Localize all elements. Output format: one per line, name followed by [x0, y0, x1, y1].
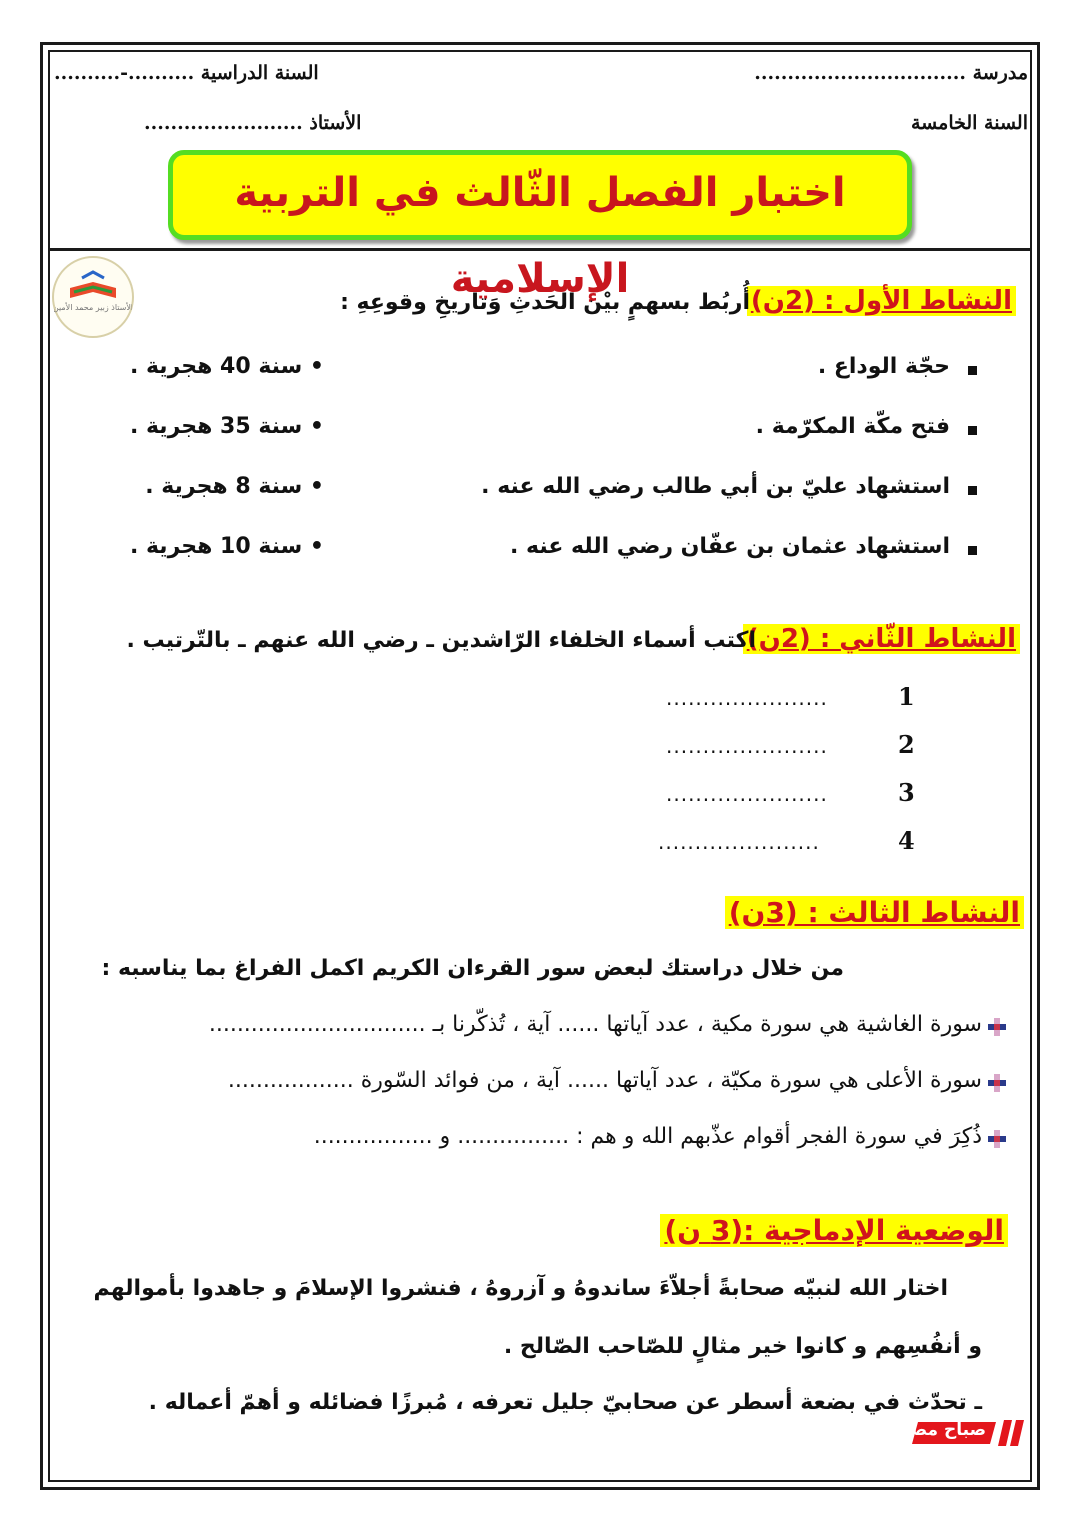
date-item: • سنة 8 هجرية . [145, 474, 324, 499]
activity3-instruction: من خلال دراستك لبعض سور القرءان الكريم اكمل الفراغ بما يناسبه : [101, 956, 844, 981]
school-field: مدرسة ................................ [754, 62, 1028, 84]
bullet-square-icon [968, 486, 977, 495]
activity2-heading: النشاط الثّاني : (2ن) [743, 624, 1020, 654]
activity1-instruction: أُربُط بسهمٍ بيْن الحَدثِ وَتاريخِ وقوعِهِ : [340, 290, 750, 315]
integration-text-line: اختار الله لنبيّه صحابةً أجلاّءَ ساندوهُ و آزروهُ ، فنشروا الإسلامَ و جاهدوا بأموالهم [93, 1276, 948, 1301]
bullet-square-icon [968, 546, 977, 555]
date-item: • سنة 35 هجرية . [129, 414, 324, 439]
exam-title: اختبار الفصل الثّالث في التربية الإسلامية [234, 170, 846, 302]
brand-stripe-icon [998, 1420, 1012, 1446]
event-item: استشهاد عليّ بن أبي طالب رضي الله عنه . [481, 474, 950, 499]
caliph-blank[interactable]: ...................... [658, 830, 820, 854]
school-year-field: السنة الدراسية ..........-.......... [54, 62, 319, 84]
caliph-blank[interactable]: ...................... [666, 686, 828, 710]
caliph-number: 1 [898, 682, 915, 711]
integration-heading: الوضعية الإدماجية :(3 ن) [660, 1214, 1008, 1247]
surah-item: سورة الغاشية هي سورة مكية ، عدد آياتها ...... آية ، تُذكّرنا بـ ............................... [208, 1012, 982, 1037]
plus-bullet-icon [986, 1072, 1008, 1094]
activity3-heading: النشاط الثالث : (3ن) [725, 896, 1024, 929]
bullet-square-icon [968, 426, 977, 435]
caliph-number: 4 [898, 826, 915, 855]
plus-bullet-icon [986, 1128, 1008, 1150]
date-item: • سنة 10 هجرية . [129, 534, 324, 559]
surah-item: ذُكِرَ في سورة الفجر أقوام عذّبهم الله و هم : ................ و ................. [313, 1124, 982, 1149]
teacher-field: الأستاذ ........................ [144, 112, 362, 134]
open-book-icon [54, 258, 132, 336]
watermark-text: صباح مصر [900, 1420, 986, 1440]
logo-text: الأستاذ زبير محمد الأمين [54, 303, 132, 312]
brand-stripe-icon [1010, 1420, 1024, 1446]
surah-item: سورة الأعلى هي سورة مكيّة ، عدد آياتها ...... آية ، من فوائد السّورة .................. [227, 1068, 982, 1093]
bullet-square-icon [968, 366, 977, 375]
caliph-number: 2 [898, 730, 915, 759]
plus-bullet-icon [986, 1016, 1008, 1038]
teacher-logo [52, 256, 134, 338]
grade-label: السنة الخامسة [911, 112, 1028, 134]
event-item: حجّة الوداع . [817, 354, 950, 379]
caliph-blank[interactable]: ...................... [666, 782, 828, 806]
activity1-heading: النشاط الأول : (2ن) [747, 286, 1016, 316]
date-item: • سنة 40 هجرية . [129, 354, 324, 379]
caliph-blank[interactable]: ...................... [666, 734, 828, 758]
integration-text-line: و أنفُسِهم و كانوا خير مثالٍ للصّاحب الصّالح . [503, 1334, 982, 1359]
event-item: فتح مكّة المكرّمة . [755, 414, 950, 439]
caliph-number: 3 [898, 778, 915, 807]
watermark-brand [856, 1418, 1032, 1448]
integration-question: ـ تحدّث في بضعة أسطر عن صحابيّ جليل تعرفه ، مُبرزًا فضائله و أهمّ أعماله . [148, 1390, 982, 1415]
header-divider [50, 248, 1032, 251]
event-item: استشهاد عثمان بن عفّان رضي الله عنه . [510, 534, 950, 559]
activity2-instruction: اكتب أسماء الخلفاء الرّاشدين ـ رضي الله عنهم ـ بالتّرتيب . [126, 628, 756, 653]
